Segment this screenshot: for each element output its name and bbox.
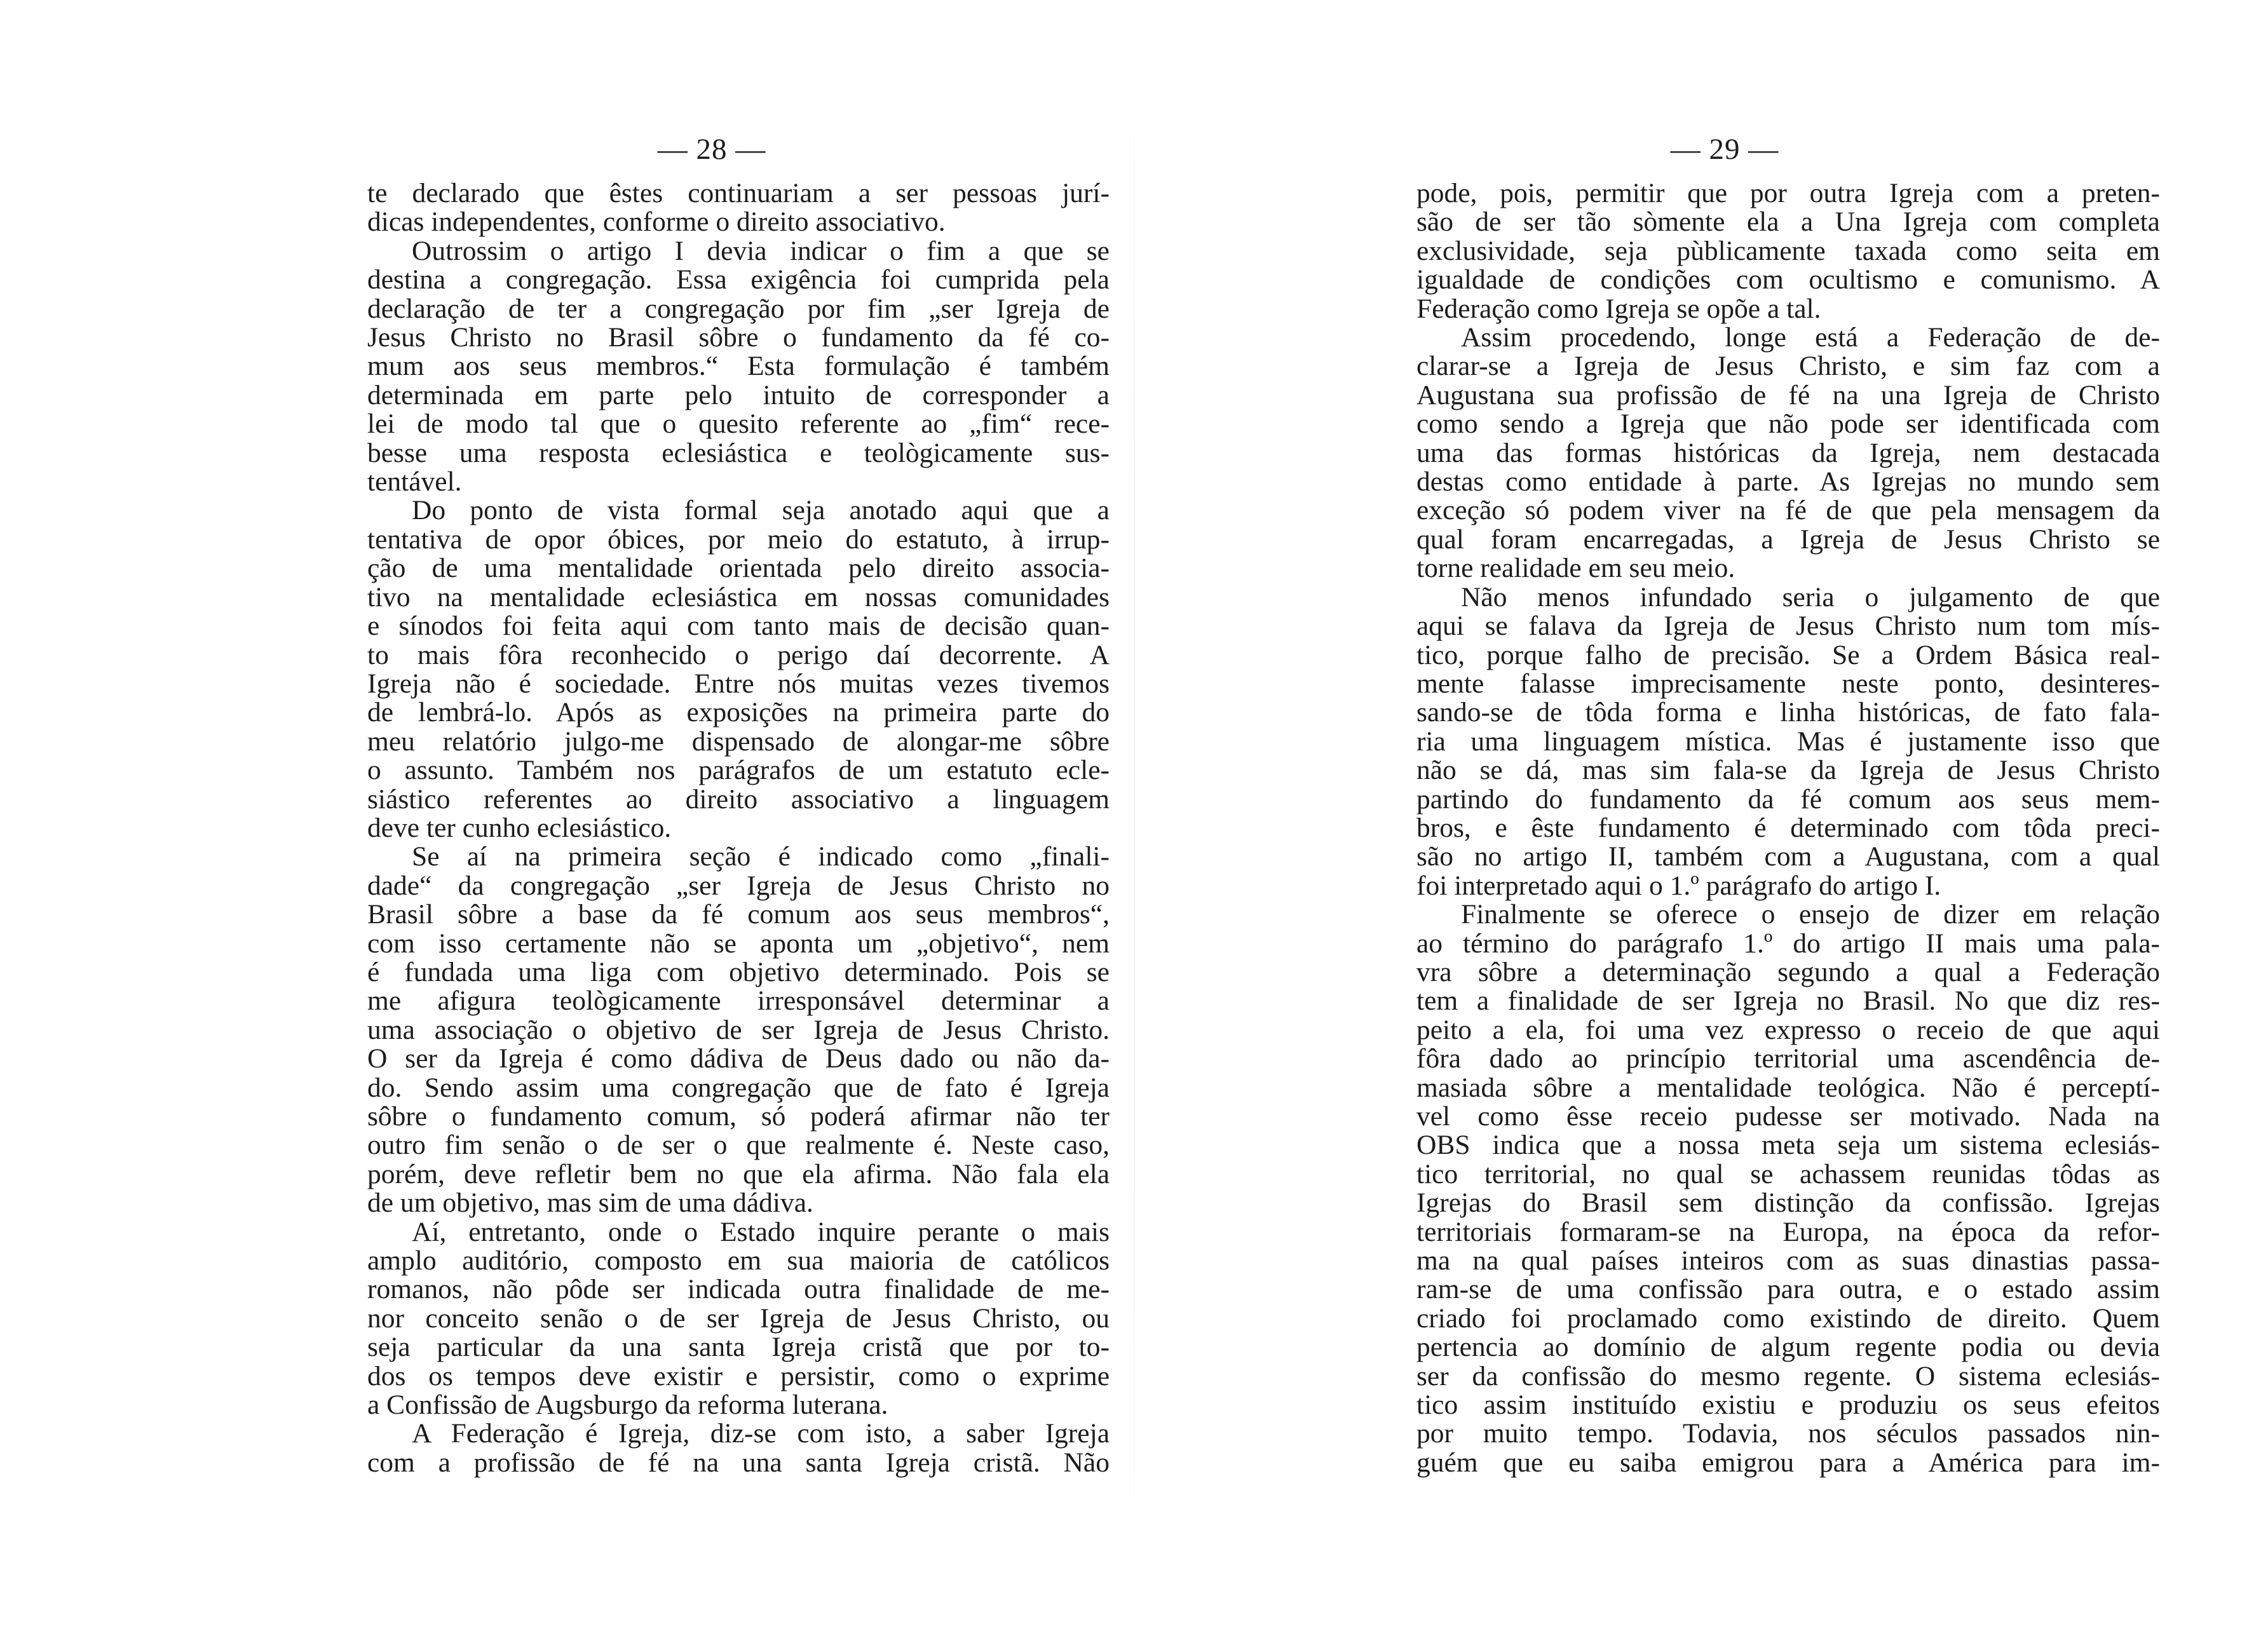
text-line: Assim procedendo, longe está a Federação de de- xyxy=(1461,322,2160,353)
text-line: foi interpretado aqui o 1.º parágrafo do artigo I. xyxy=(1416,870,1941,901)
text-line: romanos, não pôde ser indicada outra finalidade de me- xyxy=(367,1274,1110,1305)
text-line: bros, e êste fundamento é determinado com tôda preci- xyxy=(1416,812,2160,843)
text-line: ram-se de uma confissão para outra, e o estado assim xyxy=(1416,1274,2160,1305)
text-line: é fundada uma liga com objetivo determinado. Pois se xyxy=(367,956,1110,987)
text-line: tentativa de opor óbices, por meio do estatuto, à irrup- xyxy=(367,524,1110,555)
text-line: deve ter cunho eclesiástico. xyxy=(367,812,672,843)
text-line: são de ser tão sòmente ela a Una Igreja com completa xyxy=(1416,206,2160,238)
text-line: masiada sôbre a mentalidade teológica. Não é perceptí- xyxy=(1416,1072,2160,1103)
text-line: com isso certamente não se aponta um „objetivo“, nem xyxy=(367,928,1110,959)
text-line: Brasil sôbre a base da fé comum aos seus membros“, xyxy=(367,899,1110,930)
text-line: destas como entidade à parte. As Igrejas no mundo sem xyxy=(1416,466,2160,497)
text-line: declaração de ter a congregação por fim „ser Igreja de xyxy=(367,293,1110,324)
text-line: sando-se de tôda forma e linha históricas, de fato fala- xyxy=(1416,697,2160,728)
right-page xyxy=(1134,0,2268,1631)
text-line: OBS indica que a nossa meta seja um sistema eclesiás- xyxy=(1416,1130,2160,1161)
text-line: O ser da Igreja é como dádiva de Deus dado ou não da- xyxy=(367,1043,1110,1074)
text-line: tivo na mentalidade eclesiástica em nossas comunidades xyxy=(367,581,1110,612)
text-line: dos os tempos deve existir e persistir, como o exprime xyxy=(367,1360,1110,1391)
text-line: clarar-se a Igreja de Jesus Christo, e sim faz com a xyxy=(1416,351,2160,382)
text-line: mum aos seus membros.“ Esta formulação é também xyxy=(367,351,1110,382)
page-number: — 29 — xyxy=(1670,133,1779,166)
text-line: guém que eu saiba emigrou para a América para im- xyxy=(1416,1447,2160,1478)
text-line: te declarado que êstes continuariam a ser pessoas jurí- xyxy=(367,178,1110,208)
text-line: porém, deve refletir bem no que ela afirma. Não fala ela xyxy=(367,1158,1110,1189)
text-line: como sendo a Igreja que não pode ser identificada com xyxy=(1416,409,2160,440)
text-line: o assunto. Também nos parágrafos de um estatuto ecle- xyxy=(367,755,1110,786)
text-line: seja particular da una santa Igreja cristã que por to- xyxy=(367,1332,1110,1363)
text-line: vra sôbre a determinação segundo a qual a Federação xyxy=(1416,956,2160,987)
text-line: Outrossim o artigo I devia indicar o fim a que se xyxy=(412,235,1110,266)
text-line: Igreja não é sociedade. Entre nós muitas vezes tivemos xyxy=(367,668,1110,699)
text-line: igualdade de condições com ocultismo e comunismo. A xyxy=(1416,264,2160,295)
text-line: Do ponto de vista formal seja anotado aqui que a xyxy=(412,495,1110,526)
text-line: a Confissão de Augsburgo da reforma luterana. xyxy=(367,1390,888,1421)
text-line: de um objetivo, mas sim de uma dádiva. xyxy=(367,1188,813,1219)
text-line: uma das formas históricas da Igreja, nem destacada xyxy=(1416,437,2160,468)
text-line: Augustana sua profissão de fé na una Igreja de Christo xyxy=(1416,379,2160,410)
text-line: ser da confissão do mesmo regente. O sistema eclesiás- xyxy=(1416,1360,2160,1391)
text-line: dade“ da congregação „ser Igreja de Jesus Christo no xyxy=(367,870,1110,901)
text-line: sôbre o fundamento comum, só poderá afirmar não ter xyxy=(367,1101,1110,1132)
text-line: tico territorial, no qual se achassem reunidas tôdas as xyxy=(1416,1158,2160,1189)
text-line: pertencia ao domínio de algum regente podia ou devia xyxy=(1416,1332,2160,1363)
text-line: outro fim senão o de ser o que realmente é. Neste caso, xyxy=(367,1130,1110,1161)
text-line: por muito tempo. Todavia, nos séculos passados nin- xyxy=(1416,1418,2160,1449)
text-line: torne realidade em seu meio. xyxy=(1416,553,1735,584)
text-line: pode, pois, permitir que por outra Igreja com a preten- xyxy=(1416,178,2160,208)
text-line: territoriais formaram-se na Europa, na época da refor- xyxy=(1416,1216,2160,1247)
page-text xyxy=(1416,179,2160,1477)
text-line: nor conceito senão o de ser Igreja de Jesus Christo, ou xyxy=(367,1303,1110,1334)
page-text xyxy=(367,179,1110,1477)
text-line: do. Sendo assim uma congregação que de fato é Igreja xyxy=(367,1072,1110,1103)
page-number: — 28 — xyxy=(657,133,766,166)
text-line: Aí, entretanto, onde o Estado inquire perante o mais xyxy=(412,1216,1110,1247)
text-line: tico, porque falho de precisão. Se a Ordem Básica real- xyxy=(1416,639,2160,670)
text-line: Finalmente se oferece o ensejo de dizer em relação xyxy=(1461,899,2160,930)
text-line: A Federação é Igreja, diz-se com isto, a saber Igreja xyxy=(412,1418,1110,1449)
text-line: amplo auditório, composto em sua maioria de católicos xyxy=(367,1245,1110,1276)
text-line: besse uma resposta eclesiástica e teològicamente sus- xyxy=(367,437,1110,468)
text-line: Jesus Christo no Brasil sôbre o fundamento da fé co- xyxy=(367,322,1110,353)
text-line: Se aí na primeira seção é indicado como „finali- xyxy=(412,841,1110,872)
text-line: tentável. xyxy=(367,466,462,497)
text-line: não se dá, mas sim fala-se da Igreja de Jesus Christo xyxy=(1416,755,2160,786)
text-line: ao término do parágrafo 1.º do artigo II mais uma pala- xyxy=(1416,928,2160,959)
text-line: me afigura teològicamente irresponsável determinar a xyxy=(367,985,1110,1017)
text-line: de lembrá-lo. Após as exposições na primeira parte do xyxy=(367,697,1110,728)
text-line: Federação como Igreja se opõe a tal. xyxy=(1416,293,1821,324)
text-line: mente falasse imprecisamente neste ponto, desinteres- xyxy=(1416,668,2160,699)
text-line: ma na qual países inteiros com as suas dinastias passa- xyxy=(1416,1245,2160,1276)
text-line: lei de modo tal que o quesito referente ao „fim“ rece- xyxy=(367,409,1110,440)
text-line: meu relatório julgo-me dispensado de alongar-me sôbre xyxy=(367,726,1110,757)
text-line: com a profissão de fé na una santa Igreja cristã. Não xyxy=(367,1447,1110,1478)
text-line: ção de uma mentalidade orientada pelo direito associa- xyxy=(367,553,1110,584)
text-line: peito a ela, foi uma vez expresso o receio de que aqui xyxy=(1416,1014,2160,1045)
text-line: Não menos infundado seria o julgamento de que xyxy=(1461,581,2160,612)
text-line: determinada em parte pelo intuito de corresponder a xyxy=(367,379,1110,410)
text-line: e sínodos foi feita aqui com tanto mais de decisão quan- xyxy=(367,611,1110,642)
text-line: siástico referentes ao direito associativo a linguagem xyxy=(367,783,1110,815)
text-line: dicas independentes, conforme o direito associativo. xyxy=(367,206,946,238)
text-line: exceção só podem viver na fé de que pela mensagem da xyxy=(1416,495,2160,526)
text-line: ria uma linguagem mística. Mas é justamente isso que xyxy=(1416,726,2160,757)
text-line: são no artigo II, também com a Augustana, com a qual xyxy=(1416,841,2160,872)
text-line: tem a finalidade de ser Igreja no Brasil. No que diz res- xyxy=(1416,985,2160,1017)
text-line: vel como êsse receio pudesse ser motivado. Nada na xyxy=(1416,1101,2160,1132)
text-line: qual foram encarregadas, a Igreja de Jesus Christo se xyxy=(1416,524,2160,555)
text-line: Igrejas do Brasil sem distinção da confissão. Igrejas xyxy=(1416,1188,2160,1219)
text-line: to mais fôra reconhecido o perigo daí decorrente. A xyxy=(367,639,1110,670)
text-line: criado foi proclamado como existindo de direito. Quem xyxy=(1416,1303,2160,1334)
text-line: uma associação o objetivo de ser Igreja de Jesus Christo. xyxy=(367,1014,1110,1045)
text-line: aqui se falava da Igreja de Jesus Christo num tom mís- xyxy=(1416,611,2160,642)
text-line: exclusividade, seja pùblicamente taxada como seita em xyxy=(1416,235,2160,266)
text-line: fôra dado ao princípio territorial uma ascendência de- xyxy=(1416,1043,2160,1074)
text-line: tico assim instituído existiu e produziu os seus efeitos xyxy=(1416,1390,2160,1421)
text-line: partindo do fundamento da fé comum aos seus mem- xyxy=(1416,783,2160,815)
text-line: destina a congregação. Essa exigência foi cumprida pela xyxy=(367,264,1110,295)
